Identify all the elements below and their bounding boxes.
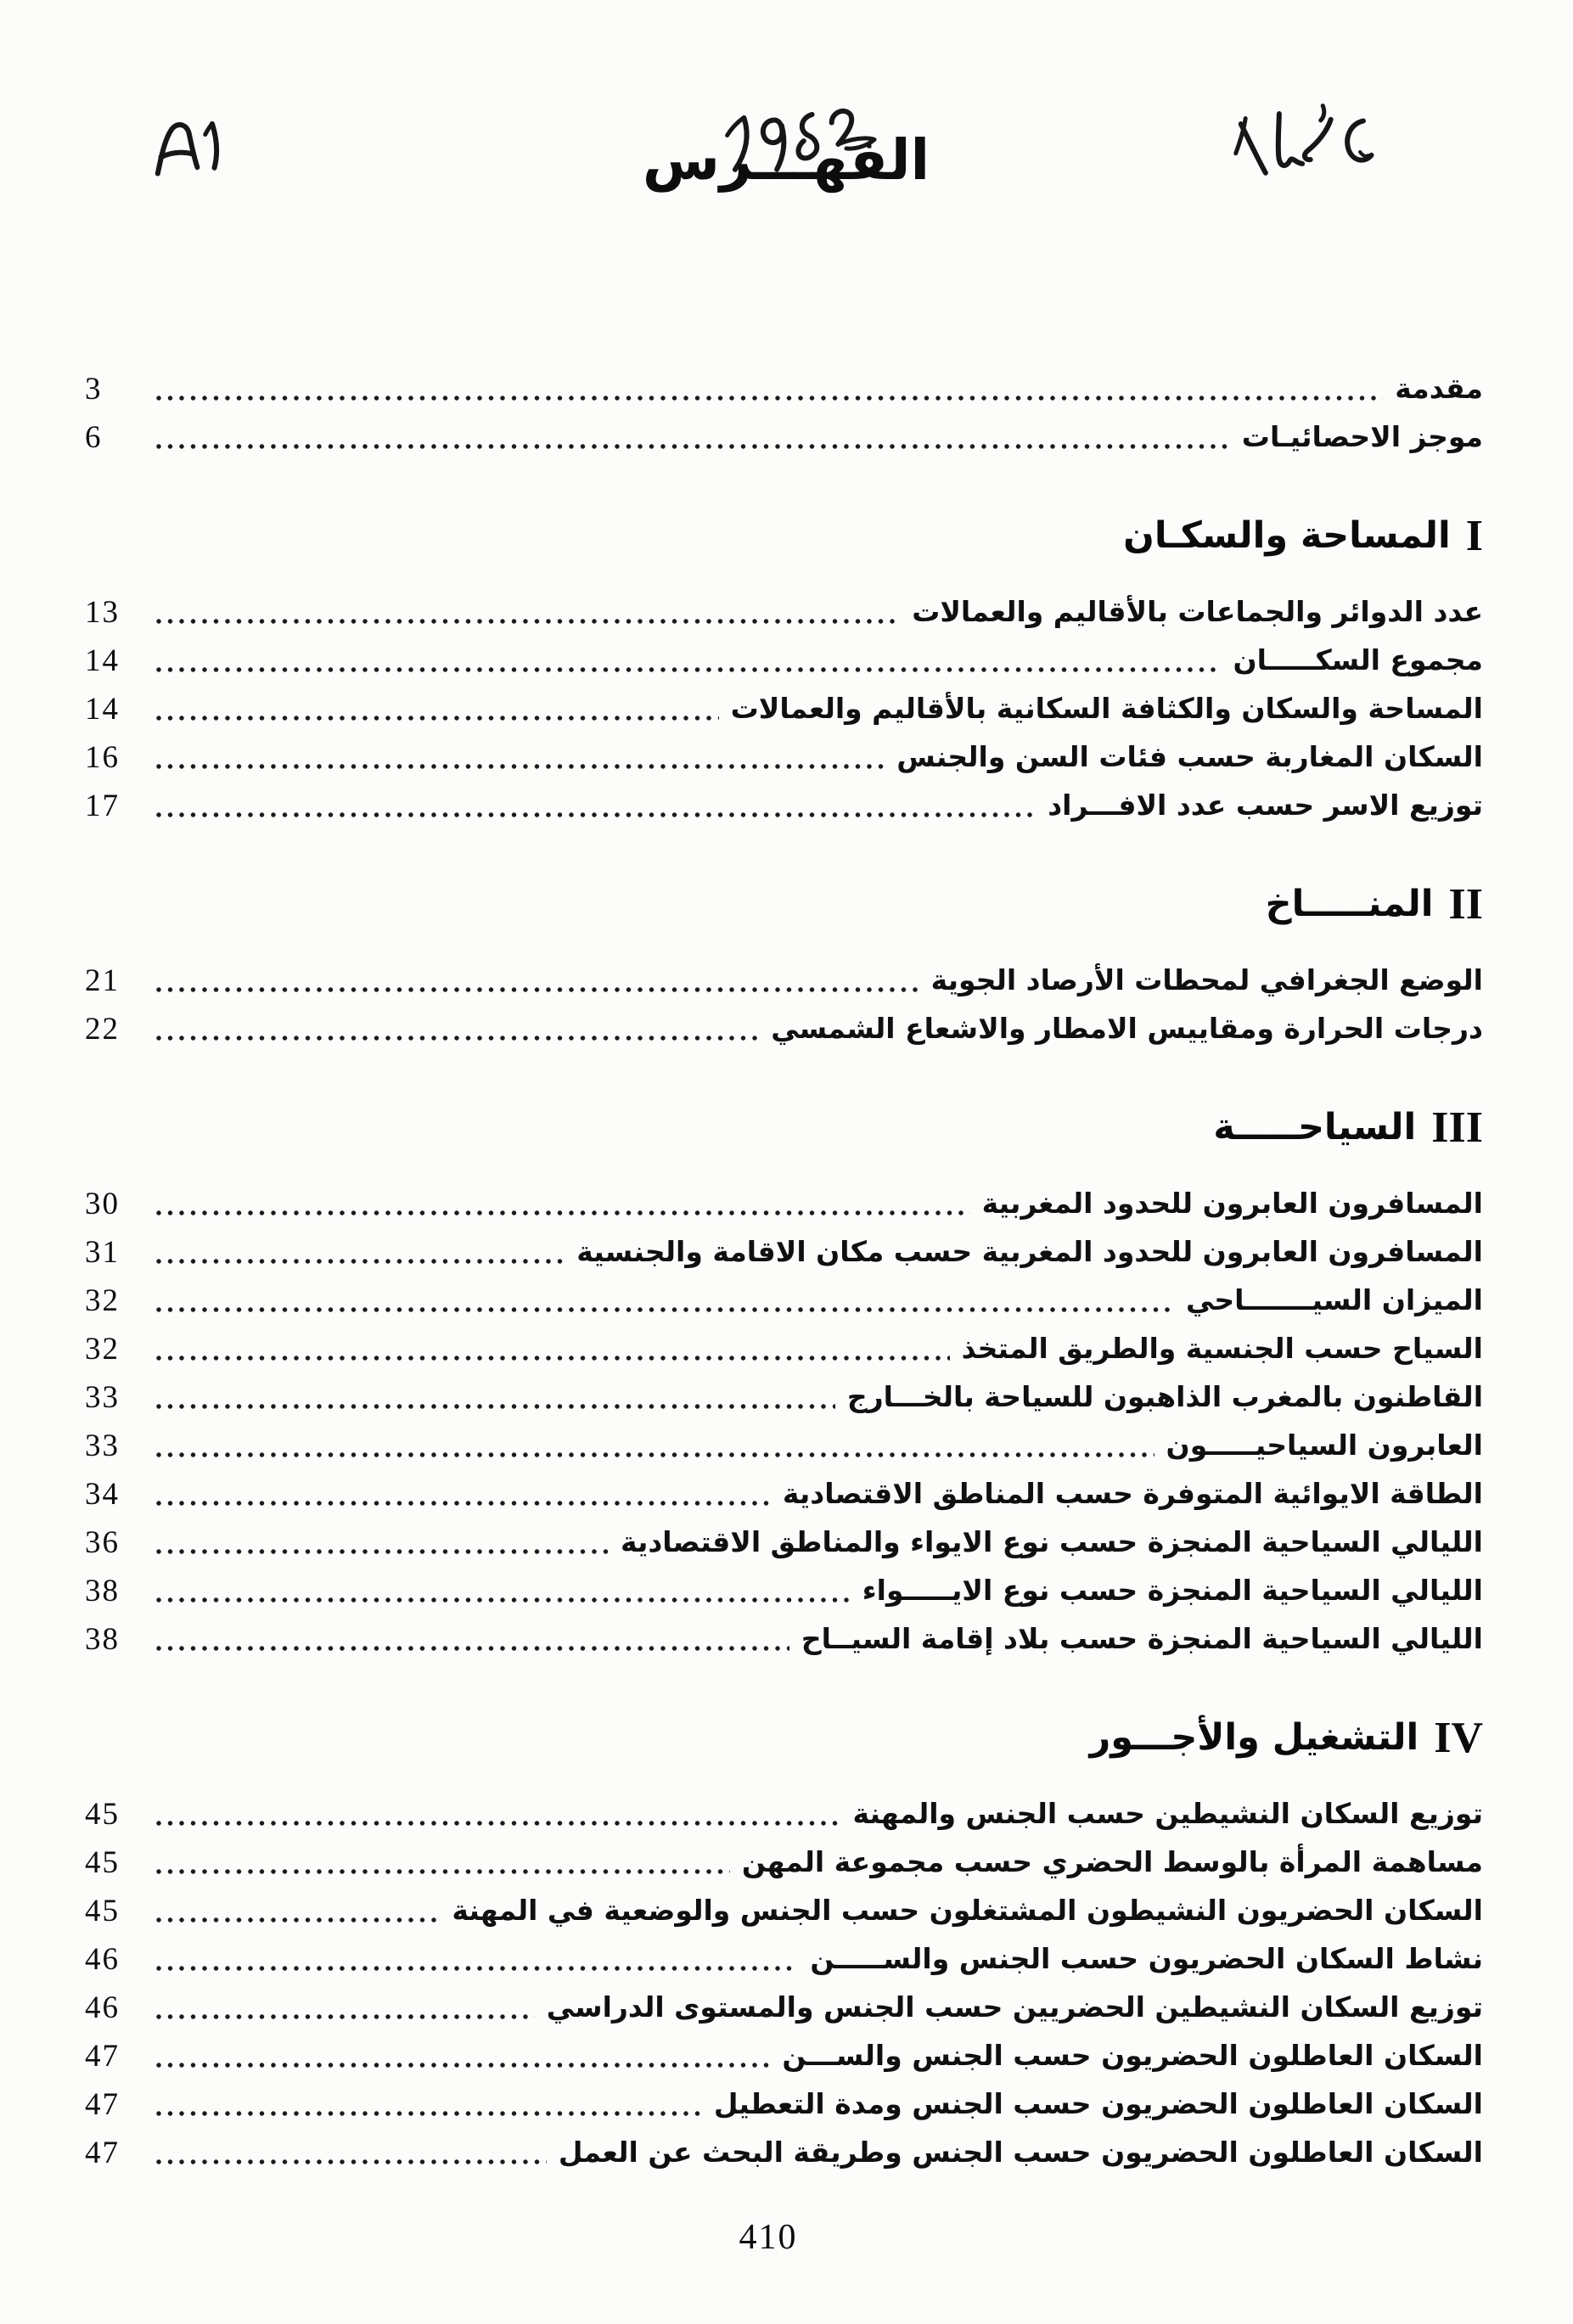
dot-leader — [154, 395, 1383, 401]
toc-entry-title: مجموع السكـــــان — [1233, 643, 1483, 677]
toc-entry-title: المسافرون العابرون للحدود المغربية حسب مكان الاقامة والجنسية — [576, 1235, 1483, 1269]
toc-entry-title: الوضع الجغرافي لمحطات الأرصاد الجوية — [930, 963, 1483, 997]
dot-leader — [154, 2013, 535, 2020]
table-of-contents — [85, 365, 1483, 2177]
toc-entry — [85, 588, 1483, 637]
toc-entry-page-number: 38 — [85, 1574, 120, 1608]
dot-leader — [154, 1403, 835, 1410]
dot-leader — [154, 1035, 759, 1041]
dot-leader — [154, 1645, 789, 1652]
toc-entry-page-number: 45 — [85, 1845, 120, 1880]
dot-leader — [154, 811, 1036, 818]
toc-entry-title: السكان العاطلون الحضريون حسب الجنس ومدة التعطيل — [713, 2087, 1483, 2121]
dot-leader — [154, 763, 885, 770]
toc-entry — [85, 1373, 1483, 1422]
section-numeral: I — [1465, 511, 1483, 560]
section-numeral: III — [1431, 1103, 1483, 1152]
toc-entry-title: السكان المغاربة حسب فئات السن والجنس — [896, 740, 1483, 774]
toc-entry — [85, 365, 1483, 413]
toc-entry-page-number: 32 — [85, 1332, 120, 1367]
dot-leader — [154, 1258, 565, 1265]
toc-entry-title: العابرون السياحيـــــون — [1166, 1429, 1483, 1462]
toc-entry-title: الليالي السياحية المنجزة حسب بلاد إقامة السيــاح — [801, 1622, 1483, 1656]
toc-entry — [85, 2129, 1483, 2177]
dot-leader — [154, 618, 900, 625]
dot-leader — [154, 1597, 851, 1603]
toc-entry — [85, 413, 1483, 462]
section-numeral: IV — [1434, 1713, 1483, 1762]
toc-entry-title: الطاقة الايوائية المتوفرة حسب المناطق الاقتصادية — [782, 1477, 1483, 1511]
toc-entry-page-number: 13 — [85, 595, 120, 630]
toc-entry-page-number: 3 — [85, 372, 103, 407]
toc-entry-page-number: 36 — [85, 1525, 120, 1560]
toc-entry-title: درجات الحرارة ومقاييس الامطار والاشعاع الشمسي — [771, 1012, 1483, 1046]
toc-entry — [85, 1518, 1483, 1567]
toc-entry — [85, 1470, 1483, 1518]
toc-entry — [85, 957, 1483, 1005]
dot-leader — [154, 1355, 950, 1361]
toc-entry-title: السكان الحضريون النشيطون المشتغلون حسب الجنس والوضعية في المهنة — [452, 1894, 1483, 1928]
toc-entry — [85, 1325, 1483, 1373]
toc-entry-page-number: 46 — [85, 1942, 120, 1977]
dot-leader — [154, 1820, 840, 1827]
toc-entry — [85, 733, 1483, 782]
toc-entry — [85, 2080, 1483, 2129]
toc-entry-title: المساحة والسكان والكثافة السكانية بالأقاليم والعمالات — [730, 692, 1483, 726]
toc-entry-page-number: 47 — [85, 2039, 120, 2074]
toc-entry-title: توزيع الاسر حسب عدد الافـــراد — [1048, 789, 1483, 822]
toc-entry — [85, 1277, 1483, 1325]
toc-entry-title: السكان العاطلون الحضريون حسب الجنس والســـن — [782, 2039, 1483, 2073]
section-title: التشغيل والأجـــور — [1089, 1716, 1419, 1759]
toc-entry-page-number: 16 — [85, 740, 120, 775]
section-numeral: II — [1448, 879, 1483, 929]
section-header — [85, 1100, 1483, 1154]
toc-entry-title: السكان العاطلون الحضريون حسب الجنس وطريقة البحث عن العمل — [558, 2136, 1483, 2170]
dot-leader — [154, 2062, 770, 2069]
toc-entry-page-number: 31 — [85, 1235, 120, 1270]
toc-entry-title: موجز الاحصائيـات — [1241, 420, 1483, 454]
section-header — [85, 1710, 1483, 1765]
toc-entry — [85, 1180, 1483, 1228]
toc-entry-page-number: 34 — [85, 1477, 120, 1512]
dot-leader — [154, 1965, 798, 1972]
toc-entry-title: السياح حسب الجنسية والطريق المتخذ — [961, 1332, 1483, 1366]
dot-leader — [154, 1451, 1154, 1458]
toc-entry-page-number: 45 — [85, 1797, 120, 1832]
section-title: المنـــــاخ — [1265, 883, 1434, 925]
toc-entry-page-number: 30 — [85, 1187, 120, 1221]
page-title: الفهـــرس — [642, 127, 930, 193]
toc-entry-title: القاطنون بالمغرب الذاهبون للسياحة بالخـــارج — [846, 1380, 1483, 1414]
toc-entry-page-number: 14 — [85, 643, 120, 678]
section-title: السياحـــــة — [1213, 1106, 1417, 1148]
toc-entry — [85, 1228, 1483, 1277]
toc-entry-page-number: 33 — [85, 1429, 120, 1463]
toc-entry-page-number: 17 — [85, 789, 120, 823]
toc-entry-page-number: 6 — [85, 420, 103, 455]
dot-leader — [154, 2110, 702, 2117]
toc-entry — [85, 1984, 1483, 2032]
toc-entry-title: المسافرون العابرون للحدود المغربية — [981, 1187, 1483, 1221]
toc-entry-page-number: 32 — [85, 1283, 120, 1318]
toc-entry-page-number: 22 — [85, 1012, 120, 1047]
toc-entry — [85, 1790, 1483, 1838]
toc-entry — [85, 2032, 1483, 2080]
toc-entry-page-number: 45 — [85, 1894, 120, 1928]
toc-entry — [85, 685, 1483, 733]
toc-entry-title: الميزان السيـــــــاحي — [1185, 1283, 1483, 1317]
toc-entry — [85, 637, 1483, 685]
section-title: المساحة والسكـان — [1123, 514, 1451, 557]
dot-leader — [154, 986, 919, 993]
toc-entry-page-number: 47 — [85, 2087, 120, 2122]
toc-entry — [85, 1838, 1483, 1887]
toc-entry — [85, 782, 1483, 830]
section-header — [85, 508, 1483, 563]
dot-leader — [154, 1868, 730, 1875]
dot-leader — [154, 1210, 970, 1216]
toc-entry-page-number: 38 — [85, 1622, 120, 1657]
toc-entry-title: الليالي السياحية المنجزة حسب نوع الايواء والمناطق الاقتصادية — [620, 1525, 1483, 1559]
toc-entry-page-number: 33 — [85, 1380, 120, 1415]
section-header — [85, 877, 1483, 931]
dot-leader — [154, 715, 719, 721]
toc-entry-title: توزيع السكان النشيطين حسب الجنس والمهنة — [852, 1797, 1483, 1831]
dot-leader — [154, 1306, 1174, 1313]
dot-leader — [154, 443, 1230, 450]
page-number-footer: 410 — [739, 2218, 798, 2257]
toc-entry-page-number: 47 — [85, 2136, 120, 2170]
toc-entry-page-number: 46 — [85, 1990, 120, 2025]
toc-entry-title: نشاط السكان الحضريون حسب الجنس والســـــن — [810, 1942, 1483, 1976]
dot-leader — [154, 2158, 547, 2165]
dot-leader — [154, 1500, 771, 1507]
toc-entry — [85, 1887, 1483, 1935]
dot-leader — [154, 1917, 440, 1923]
toc-entry — [85, 1005, 1483, 1053]
dot-leader — [154, 666, 1222, 673]
toc-entry-title: مقدمة — [1395, 372, 1483, 406]
toc-entry-page-number: 21 — [85, 963, 120, 998]
toc-entry-title: مساهمة المرأة بالوسط الحضري حسب مجموعة المهن — [741, 1845, 1483, 1879]
toc-entry — [85, 1935, 1483, 1984]
toc-entry-title: توزيع السكان النشيطين الحضريين حسب الجنس والمستوى الدراسي — [546, 1990, 1483, 2024]
toc-entry-page-number: 14 — [85, 692, 120, 727]
toc-entry — [85, 1422, 1483, 1470]
dot-leader — [154, 1548, 609, 1555]
toc-entry-title: الليالي السياحية المنجزة حسب نوع الايـــــواء — [862, 1574, 1483, 1608]
toc-entry-title: عدد الدوائر والجماعات بالأقاليم والعمالات — [912, 595, 1483, 629]
toc-entry — [85, 1567, 1483, 1615]
toc-entry — [85, 1615, 1483, 1664]
